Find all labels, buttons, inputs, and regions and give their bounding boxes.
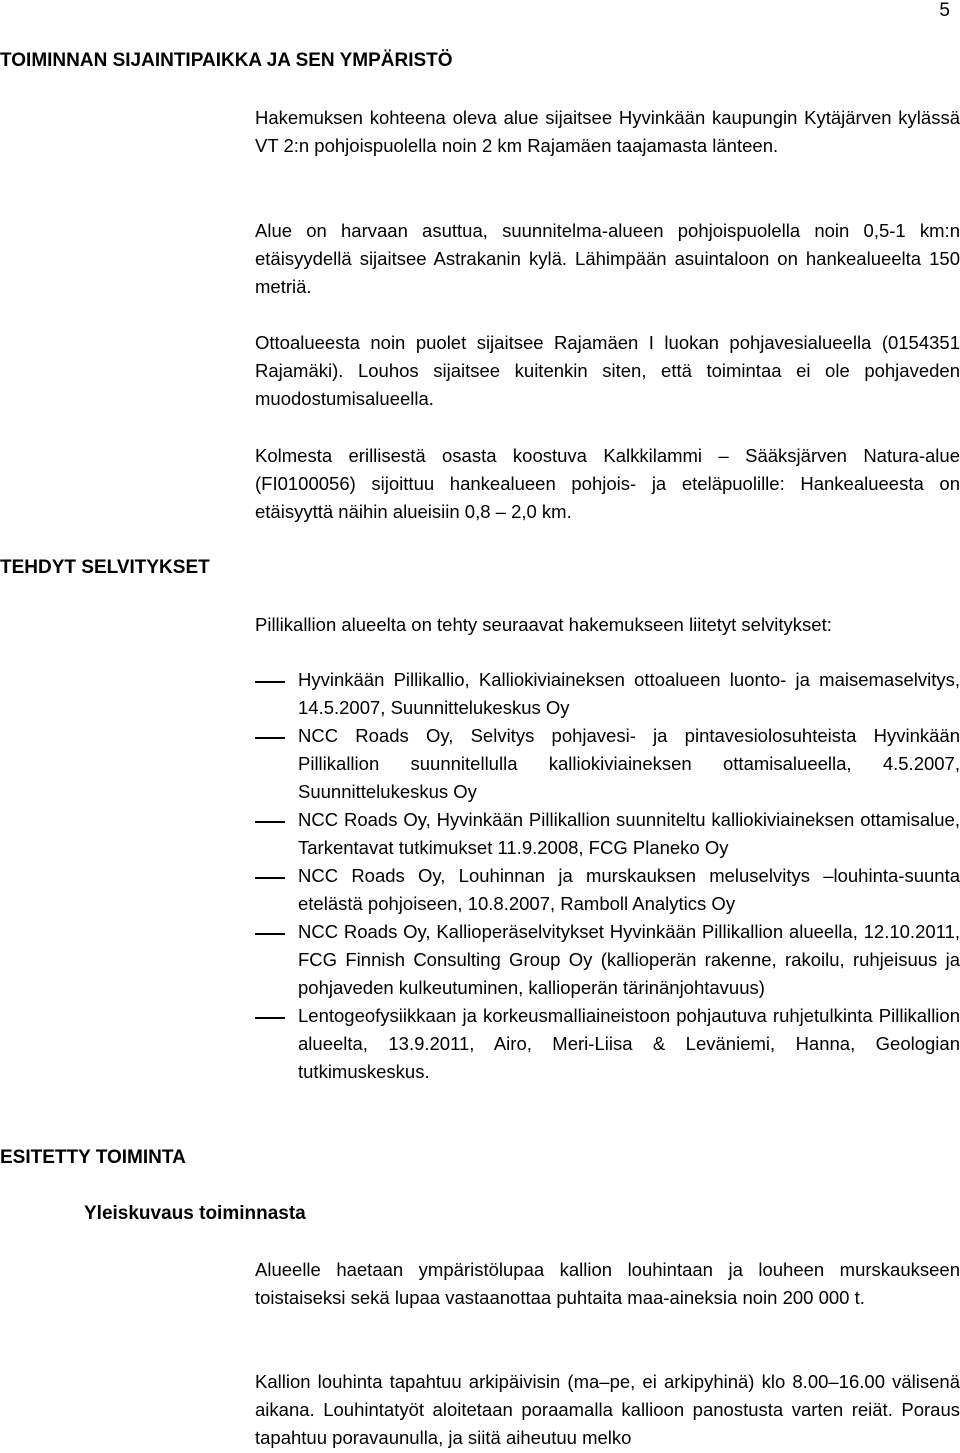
location-paragraph-1: Hakemuksen kohteena oleva alue sijaitsee Hyvinkään kaupungin Kytäjärven kylässä VT 2:n pohjoispuolella noin 2 km Rajamäen taajamasta länteen. [255, 107, 960, 156]
surveys-intro: Pillikallion alueelta on tehty seuraavat hakemukseen liitetyt selvitykset: [255, 614, 832, 635]
list-item-text: NCC Roads Oy, Kallioperäselvitykset Hyvinkään Pillikallion alueella, 12.10.2011, FCG Finnish Consulting Group Oy (kallioperän rakenne, rakoilu, ruhjeisuus ja pohjaveden kulkeutuminen, kallioperän tärinänjohtavuus) [298, 921, 960, 998]
list-item-text: Lentogeofysiikkaan ja korkeusmalliaineistoon pohjautuva ruhjetulkinta Pillikallion alueelta, 13.9.2011, Airo, Meri-Liisa & Leväniemi, Hanna, Geologian tutkimuskeskus. [298, 1005, 960, 1082]
activity-paragraph-1: Alueelle haetaan ympäristölupaa kallion louhintaan ja louheen murskaukseen toistaiseksi sekä lupaa vastaanottaa puhtaita maa-aineksia noin 200 000 t. [255, 1259, 960, 1308]
list-item [255, 862, 960, 918]
list-item [255, 722, 960, 806]
overview-subheading: Yleiskuvaus toiminnasta [84, 1203, 306, 1224]
location-paragraph-4: Kolmesta erillisestä osasta koostuva Kalkkilammi – Sääksjärven Natura-alue (FI0100056) sijoittuu hankealueen pohjois- ja eteläpuolille: Hankealueesta on etäisyyttä näihin alueisiin 0,8 – 2,0 km. [255, 445, 960, 522]
surveys-list [255, 666, 960, 1086]
activity-heading: ESITETTY TOIMINTA [0, 1147, 186, 1168]
list-item-text: NCC Roads Oy, Hyvinkään Pillikallion suunniteltu kalliokiviaineksen ottamisalue, Tarkentavat tutkimukset 11.9.2008, FCG Planeko Oy [298, 809, 960, 858]
location-heading: TOIMINNAN SIJAINTIPAIKKA JA SEN YMPÄRISTÖ [0, 50, 453, 71]
location-paragraph-3: Ottoalueesta noin puolet sijaitsee Rajamäen I luokan pohjavesialueella (0154351 Rajamäki). Louhos sijaitsee kuitenkin siten, että toimintaa ei ole pohjaveden muodostumisalueella. [255, 332, 960, 409]
list-item [255, 666, 960, 722]
surveys-heading: TEHDYT SELVITYKSET [0, 557, 210, 578]
list-item [255, 918, 960, 1002]
list-item [255, 1002, 960, 1086]
location-paragraph-2: Alue on harvaan asuttua, suunnitelma-alueen pohjoispuolella noin 0,5-1 km:n etäisyydellä sijaitsee Astrakanin kylä. Lähimpään asuintaloon on hankealueelta 150 metriä. [255, 220, 960, 297]
page-number: 5 [939, 0, 950, 21]
list-item-text: NCC Roads Oy, Selvitys pohjavesi- ja pintavesiolosuhteista Hyvinkään Pillikallion suunnitellulla kalliokiviaineksen ottamisalueella, 4.5.2007, Suunnittelukeskus Oy [298, 725, 960, 802]
list-item-text: NCC Roads Oy, Louhinnan ja murskauksen meluselvitys –louhinta-suunta etelästä pohjoiseen, 10.8.2007, Ramboll Analytics Oy [298, 865, 960, 914]
activity-paragraph-2: Kallion louhinta tapahtuu arkipäivisin (ma–pe, ei arkipyhinä) klo 8.00–16.00 välisenä aikana. Louhintatyöt aloitetaan poraamalla kallioon panostusta varten reiät. Poraus tapahtuu poravaunulla, ja siitä aiheutuu melko [255, 1371, 960, 1448]
list-item-text: Hyvinkään Pillikallio, Kalliokiviaineksen ottoalueen luonto- ja maisemaselvitys, 14.5.2007, Suunnittelukeskus Oy [298, 669, 960, 718]
list-item [255, 806, 960, 862]
